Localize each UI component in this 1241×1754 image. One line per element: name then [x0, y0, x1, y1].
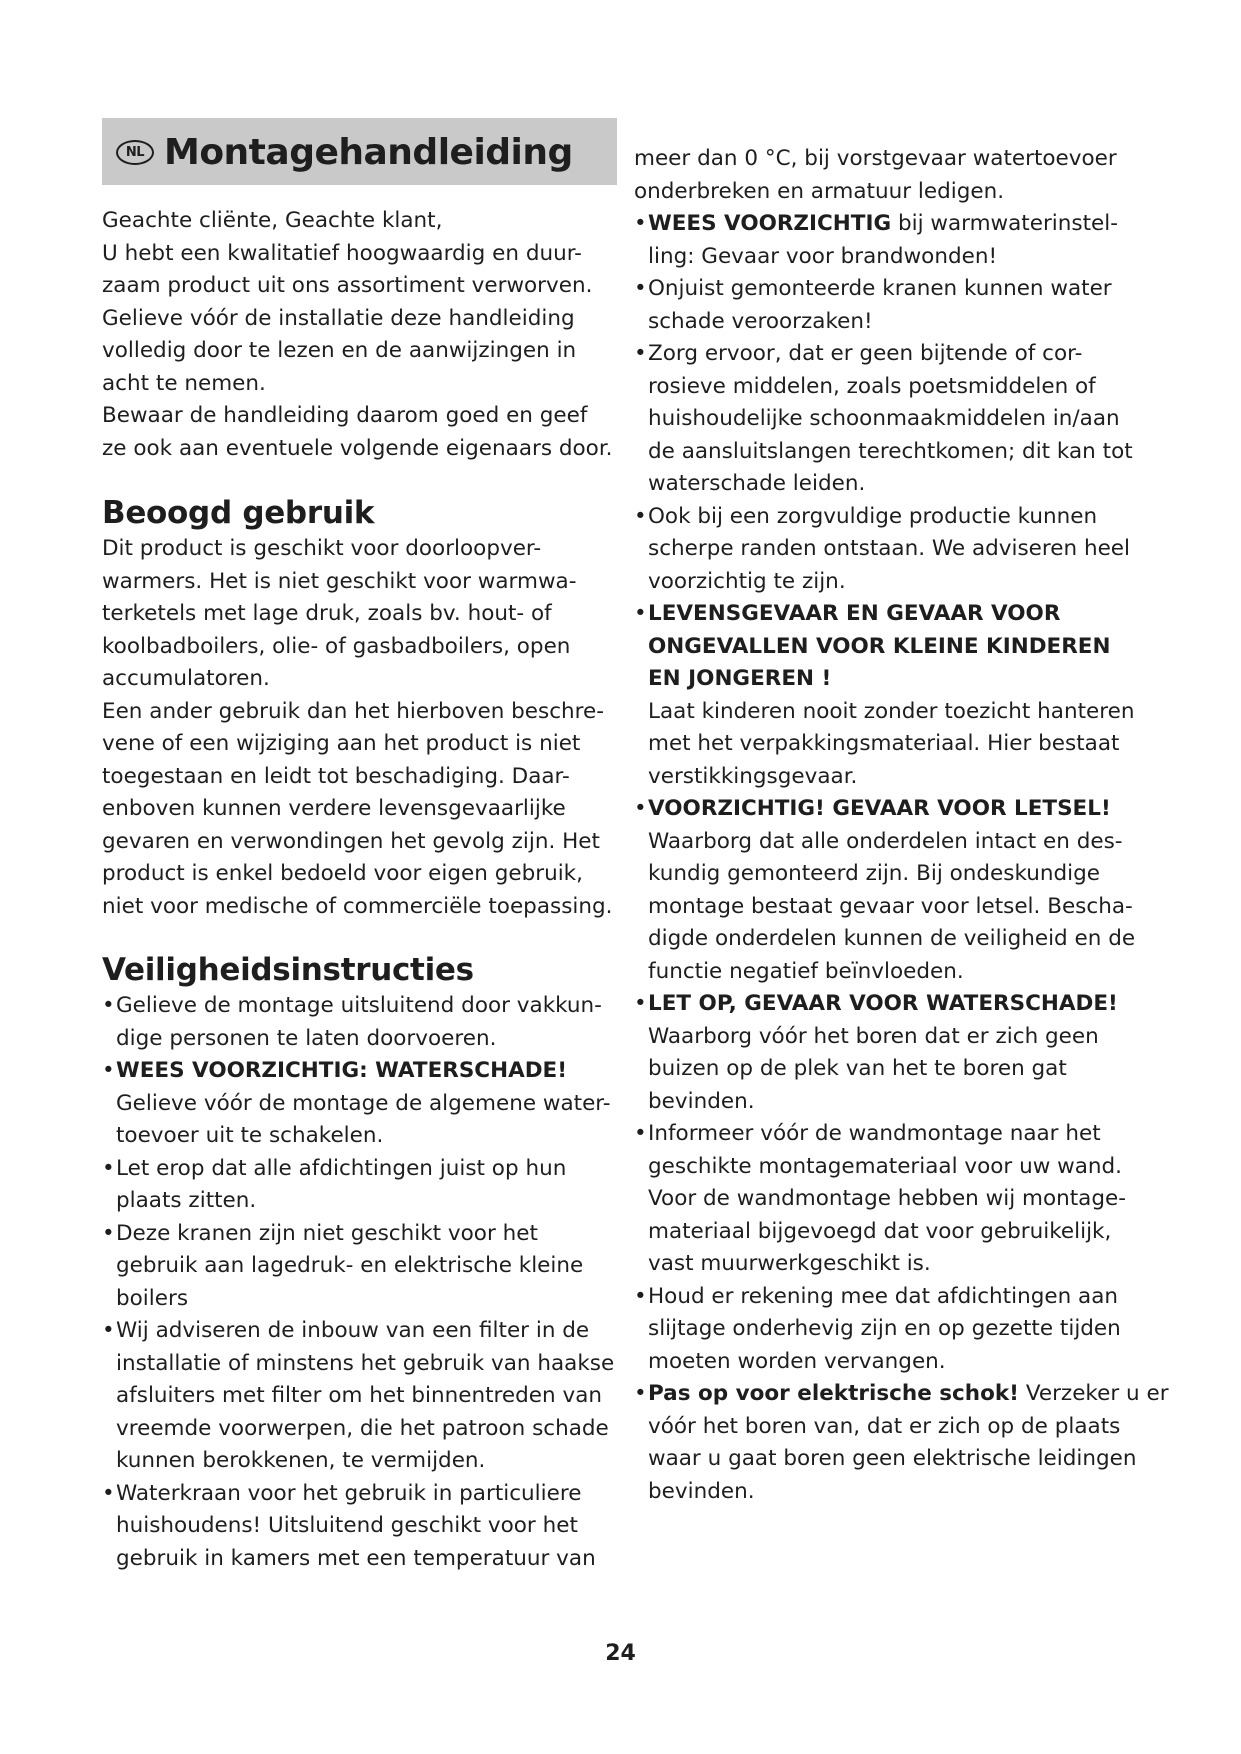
list-line: Laat kinderen nooit zonder toezicht hanteren — [648, 698, 1135, 724]
warning-label: WEES VOORZICHTIG: WATERSCHADE! — [116, 1058, 568, 1083]
list-line: bevinden. — [648, 1088, 755, 1114]
bullet: • — [102, 1480, 115, 1506]
list-item — [634, 793, 1169, 988]
list-line: Gelieve vóór de montage de algemene water- — [116, 1090, 611, 1116]
intro-line: Gelieve vóór de installatie deze handleiding — [102, 305, 575, 331]
list-item — [102, 1218, 614, 1316]
list-line: boilers — [116, 1285, 189, 1311]
continued-line: onderbreken en armatuur ledigen. — [634, 178, 1005, 204]
warning-label: WEES VOORZICHTIG — [648, 211, 892, 236]
title-bar — [102, 118, 617, 185]
usage-line: vene of een wijziging aan het product is niet — [102, 731, 581, 756]
bullet: • — [634, 1283, 647, 1309]
intro-line: volledig door te lezen en de aanwijzingen in — [102, 338, 577, 363]
list-item — [634, 598, 1169, 793]
list-line: de aansluitslangen terechtkomen; dit kan tot — [648, 438, 1133, 464]
bullet: • — [634, 276, 647, 301]
list-item — [102, 1315, 614, 1478]
list-line: gebruik aan lagedruk- en elektrische kleine — [116, 1253, 584, 1278]
list-item — [634, 1118, 1169, 1281]
list-line: schade veroorzaken! — [648, 308, 873, 334]
warning-label: VOORZICHTIG! GEVAAR VOOR LETSEL! — [648, 796, 1111, 821]
list-line: Waarborg dat alle onderdelen intact en des- — [648, 828, 1123, 854]
list-line: scherpe randen ontstaan. We adviseren heel — [648, 536, 1131, 561]
list-line: functie negatief beïnvloeden. — [648, 958, 964, 984]
list-line: ling: Gevaar voor brandwonden! — [648, 243, 998, 269]
list-line: toevoer uit te schakelen. — [116, 1123, 384, 1148]
usage-line: terketels met lage druk, zoals bv. hout- of — [102, 601, 552, 626]
list-line: Waterkraan voor het gebruik in particuliere — [116, 1480, 582, 1506]
list-line: Informeer vóór de wandmontage naar het — [648, 1121, 1101, 1146]
usage-line: accumulatoren. — [102, 666, 270, 691]
usage-line: Dit product is geschikt voor doorloopver- — [102, 536, 542, 561]
usage-line: product is enkel bedoeld voor eigen gebruik, — [102, 861, 583, 886]
list-line: waterschade leiden. — [648, 471, 866, 496]
list-line: Let erop dat alle afdichtingen juist op hun — [116, 1155, 567, 1181]
bullet: • — [634, 211, 647, 236]
page-number: 24 — [605, 1641, 636, 1666]
list-line: vóór het boren van, dat er zich op de plaats — [648, 1413, 1121, 1439]
list-line: Deze kranen zijn niet geschikt voor het — [116, 1220, 538, 1246]
list-line: bevinden. — [648, 1478, 755, 1504]
bullet: • — [634, 503, 647, 529]
list-line: waar u gaat boren geen elektrische leidingen — [648, 1446, 1137, 1471]
list-line: rosieve middelen, zoals poetsmiddelen of — [648, 373, 1096, 399]
list-line: huishoudelijke schoonmaakmiddelen in/aan — [648, 406, 1120, 431]
list-line: Waarborg vóór het boren dat er zich geen — [648, 1023, 1099, 1049]
list-line: voorzichtig te zijn. — [648, 568, 846, 594]
intro-line: Bewaar de handleiding daarom goed en geef — [102, 403, 588, 428]
list-line: vast muurwerkgeschikt is. — [648, 1251, 931, 1276]
list-item — [634, 208, 1169, 273]
usage-line: enboven kunnen verdere levensgevaarlijke — [102, 796, 566, 821]
intro-line: Geachte cliënte, Geachte klant, — [102, 208, 443, 233]
intro-line: U hebt een kwalitatief hoogwaardig en duur- — [102, 240, 582, 266]
list-item — [102, 1055, 614, 1153]
list-line: materiaal bijgevoegd dat voor gebruikelijk, — [648, 1218, 1112, 1244]
bullet: • — [102, 1155, 115, 1181]
list-line: geschikte montagemateriaal voor uw wand. — [648, 1153, 1123, 1179]
warning-label: LEVENSGEVAAR EN GEVAAR VOOR — [648, 601, 1061, 626]
usage-heading: Beoogd gebruik — [102, 495, 375, 531]
bullet: • — [634, 601, 647, 626]
list-line: kunnen berokkenen, te vermijden. — [116, 1448, 486, 1473]
bullet: • — [102, 1318, 115, 1343]
list-line: Ook bij een zorgvuldige productie kunnen — [648, 503, 1098, 529]
list-line: buizen op de plek van het te boren gat — [648, 1056, 1067, 1081]
list-line: gebruik in kamers met een temperatuur van — [116, 1545, 596, 1571]
usage-line: niet voor medische of commerciële toepassing. — [102, 893, 613, 919]
list-item — [634, 338, 1169, 501]
list-line: slijtage onderhevig zijn en op gezette tijden — [648, 1316, 1121, 1341]
bullet: • — [102, 993, 115, 1018]
list-item — [634, 501, 1169, 599]
list-line: huishoudens! Uitsluitend geschikt voor het — [116, 1513, 578, 1538]
usage-line: warmers. Het is niet geschikt voor warmwa- — [102, 568, 577, 594]
continued-line: meer dan 0 °C, bij vorstgevaar watertoevoer — [634, 146, 1117, 171]
safety-section-left — [102, 950, 614, 1575]
intro-section — [102, 205, 613, 465]
list-line: dige personen te laten doorvoeren. — [116, 1025, 497, 1051]
bullet: • — [634, 1381, 647, 1406]
bullet: • — [634, 991, 647, 1016]
bullet: • — [634, 1121, 647, 1146]
usage-line: koolbadboilers, olie- of gasbadboilers, open — [102, 633, 571, 659]
safety-section-right — [634, 143, 1169, 1508]
bullet: • — [634, 341, 647, 366]
list-line: bij warmwaterinstel- — [891, 211, 1118, 236]
list-line: moeten worden vervangen. — [648, 1348, 946, 1374]
usage-section — [102, 493, 613, 923]
safety-heading: Veiligheidsinstructies — [102, 952, 474, 988]
list-line: Gelieve de montage uitsluitend door vakkun- — [116, 993, 602, 1018]
list-line: vreemde voorwerpen, die het patroon schade — [116, 1415, 609, 1441]
list-line: montage bestaat gevaar voor letsel. Bescha- — [648, 893, 1133, 919]
bullet: • — [634, 796, 647, 821]
list-line: plaats zitten. — [116, 1188, 257, 1213]
list-line: Wij adviseren de inbouw van een filter in de — [116, 1318, 590, 1343]
list-item — [634, 1281, 1169, 1379]
usage-line: Een ander gebruik dan het hierboven beschre- — [102, 698, 605, 724]
warning-label: ONGEVALLEN VOOR KLEINE KINDEREN — [648, 633, 1111, 659]
intro-line: acht te nemen. — [102, 370, 266, 396]
list-item — [102, 1153, 614, 1218]
list-item — [634, 273, 1169, 338]
list-line: met het verpakkingsmateriaal. Hier bestaat — [648, 731, 1120, 756]
warning-label: LET OP, GEVAAR VOOR WATERSCHADE! — [648, 991, 1118, 1016]
list-line: verstikkingsgevaar. — [648, 763, 858, 789]
intro-line: zaam product uit ons assortiment verworven. — [102, 273, 593, 298]
list-item — [634, 1378, 1169, 1508]
page-title: Montagehandleiding — [164, 132, 573, 173]
list-line: Voor de wandmontage hebben wij montage- — [648, 1186, 1126, 1211]
list-line: Zorg ervoor, dat er geen bijtende of cor- — [648, 341, 1083, 366]
usage-line: toegestaan en leidt tot beschadiging. Daar- — [102, 763, 570, 789]
list-item — [102, 990, 614, 1055]
warning-label: EN JONGEREN ! — [648, 666, 832, 691]
bullet: • — [102, 1058, 115, 1083]
list-line: Verzeker u er — [1018, 1381, 1169, 1406]
list-line: digde onderdelen kunnen de veiligheid en de — [648, 926, 1136, 951]
list-line: Onjuist gemonteerde kranen kunnen water — [648, 276, 1112, 301]
list-line: afsluiters met filter om het binnentreden van — [116, 1383, 602, 1408]
list-line: kundig gemonteerd zijn. Bij ondeskundige — [648, 861, 1101, 886]
list-item — [634, 988, 1169, 1118]
list-item — [102, 1478, 614, 1576]
warning-label: Pas op voor elektrische schok! — [648, 1381, 1019, 1406]
intro-line: ze ook aan eventuele volgende eigenaars door. — [102, 435, 613, 461]
bullet: • — [102, 1220, 115, 1246]
language-badge: NL — [116, 140, 154, 165]
list-line: installatie of minstens het gebruik van haakse — [116, 1350, 615, 1376]
list-line: Houd er rekening mee dat afdichtingen aan — [648, 1283, 1119, 1309]
usage-line: gevaren en verwondingen het gevolg zijn. Het — [102, 828, 600, 854]
